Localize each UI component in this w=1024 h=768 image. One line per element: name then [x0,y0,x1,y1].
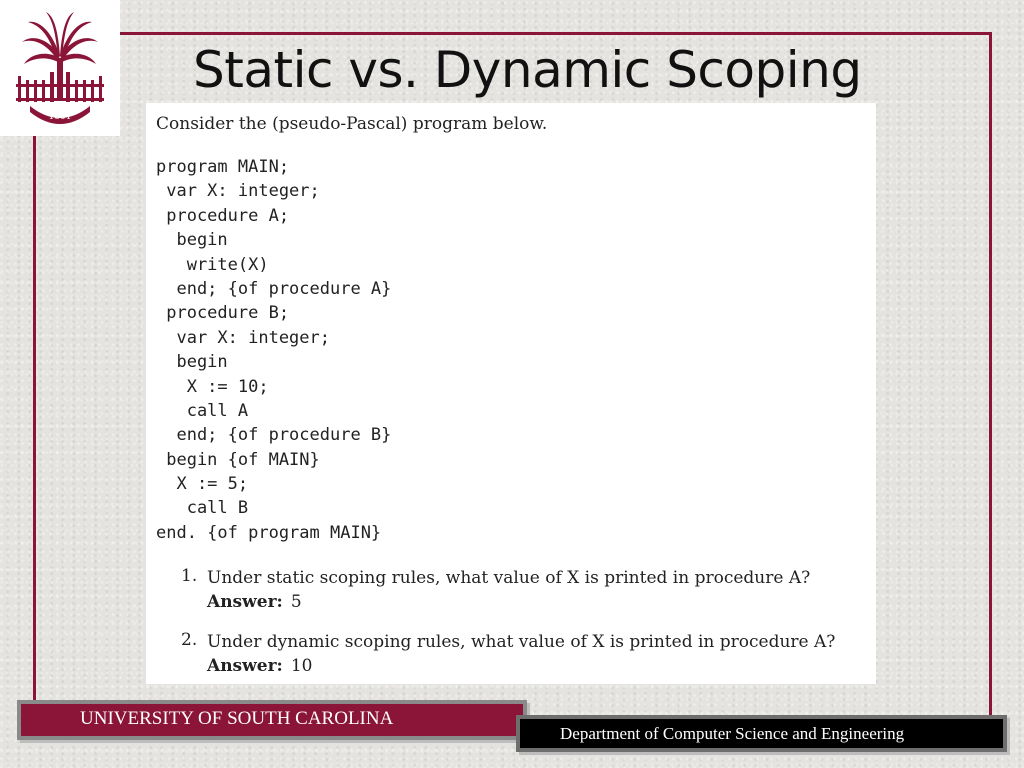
frame-top-rule [120,32,992,35]
code-line: procedure B; [156,303,290,324]
code-line: begin {of MAIN} [156,449,320,470]
question-text: Under static scoping rules, what value of X is printed in procedure A? [207,568,811,588]
logo-year: 1801 [48,112,72,122]
question-text: Under dynamic scoping rules, what value of X is printed in procedure A? [207,632,836,652]
content-panel [146,103,876,684]
department-banner [516,715,1007,752]
code-line: end; {of procedure B} [156,425,392,446]
palmetto-tree-icon [8,8,112,128]
usc-logo [0,0,120,136]
question-item [181,630,871,678]
frame-left-rule [33,135,36,715]
answer-value: 10 [290,656,313,676]
code-line: call A [156,400,249,421]
answer-row [207,654,871,678]
code-line: end. {of program MAIN} [156,522,382,543]
intro-text: Consider the (pseudo-Pascal) program below. [156,114,548,134]
code-line: write(X) [156,254,269,275]
question-item [181,566,871,614]
university-name: UNIVERSITY OF SOUTH CAROLINA [80,708,394,729]
slide-title: Static vs. Dynamic Scoping [193,41,862,99]
code-line: end; {of procedure A} [156,278,392,299]
question-number: 1. [181,566,198,586]
answer-label: Answer: [207,656,283,676]
code-line: X := 5; [156,474,249,495]
department-name: Department of Computer Science and Engineering [560,724,905,743]
code-line: procedure A; [156,205,290,226]
code-block [156,155,391,545]
code-line: call B [156,498,249,519]
code-line: var X: integer; [156,181,320,202]
question-number: 2. [181,630,198,650]
code-line: program MAIN; [156,157,290,177]
frame-right-rule [989,32,992,722]
code-line: X := 10; [156,376,269,397]
code-line: var X: integer; [156,327,330,348]
answer-label: Answer: [207,592,283,612]
code-line: begin [156,352,228,373]
code-line: begin [156,230,228,251]
question-list [181,566,871,694]
university-banner [17,700,527,740]
answer-value: 5 [290,592,302,612]
answer-row [207,590,871,614]
